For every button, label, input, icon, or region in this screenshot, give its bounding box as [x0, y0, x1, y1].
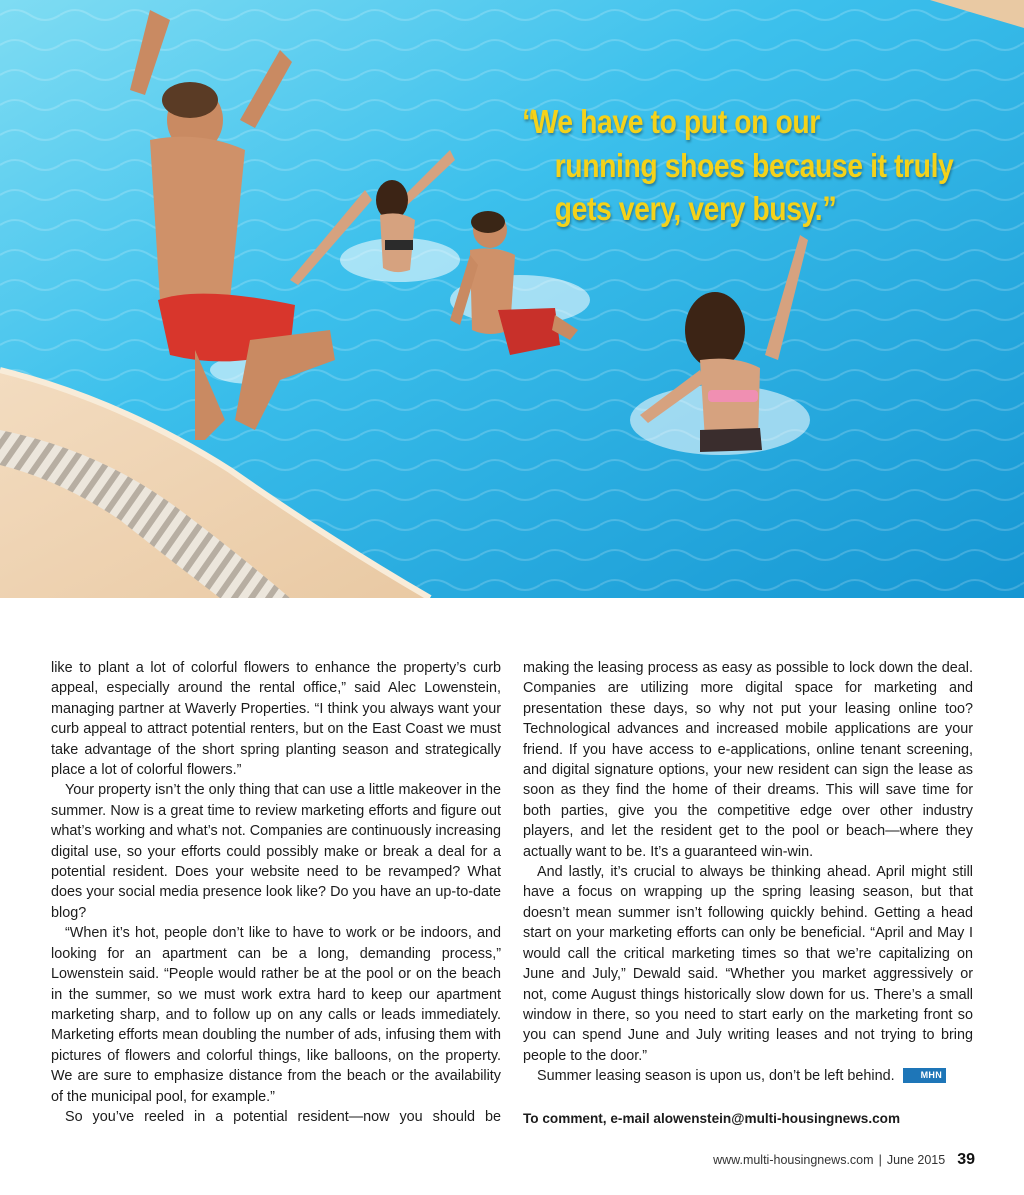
- closing-line: Summer leasing season is upon us, don’t be left behind.: [537, 1068, 895, 1085]
- paragraph: like to plant a lot of colorful flowers to enhance the property’s curb appeal, especially around the rental office,” said Alec Lowenstein, managing partner at Waverly Properties. “I think you always want your curb appeal to attract potential renters, but on the East Coast we must take advantage of the short spring planting season and strategically place a lot of colorful flowers.”: [51, 660, 501, 779]
- paragraph: Your property isn’t the only thing that can use a little makeover in the summer. Now is a great time to review marketing efforts and figure out what’s working and what’s not. Companies are continuously increasing digital use, so your efforts could possibly make or break a deal for a potential resident. Does your website need to be revamped? What does your social media presence look like? Do you have an up-to-date blog?: [51, 782, 501, 921]
- pull-quote: [522, 100, 954, 231]
- close-quote-mark: ”: [822, 190, 832, 228]
- paragraph: So you’ve reeled in a potential resident—now you should be: [65, 1108, 501, 1125]
- pull-quote-line-3: gets very, very busy.: [554, 190, 823, 227]
- mhn-end-badge: MHN: [903, 1068, 946, 1083]
- page-number: 39: [957, 1151, 975, 1168]
- footer-website: www.multi-housingnews.com: [713, 1153, 874, 1167]
- paragraph: And lastly, it’s crucial to always be thinking ahead. April might still have a focus on wrapping up the spring leasing season, but that doesn’t mean summer isn’t following quickly behind. Getting a head start on your marketing efforts can only be beneficial. “April and May I would call the critical marketing times so that we’re capitalizing on June and July,” Dewald said. “Whether you market aggressively or not, come August things historically slow down for us. There’s a small window in there, so you need to start early on the marketing front so you can spend June and July writing leases and not trying to bring people to the door.”: [523, 864, 973, 1064]
- paragraph: making the leasing process as easy as possible to lock down the deal. Companies are utilizing more digital space for marketing and presentation these days, so why not put your leasing online too? Technological advances and increased mobile applications are your friend. If you have access to e-applications, online tenant screening, and digital signature options, your new resident can sign the lease as soon as they find the home of their dreams. This will save time for both parties, give you the competitive edge over other industry players, and let the resident get to the pool or beach—where they actually want to be. It’s a guaranteed win-win.: [523, 660, 973, 860]
- pull-quote-line-1: We have to put on our: [531, 103, 820, 140]
- article-column-right: [523, 658, 973, 1087]
- page-footer: [560, 1151, 975, 1169]
- footer-issue-date: June 2015: [886, 1153, 946, 1167]
- comment-email-line: To comment, e-mail alowenstein@multi-housingnews.com: [523, 1111, 901, 1126]
- open-quote-mark: “: [522, 103, 532, 141]
- article-column-left: [51, 658, 501, 1127]
- footer-separator: |: [878, 1153, 882, 1167]
- paragraph: “When it’s hot, people don’t like to have to work or be indoors, and looking for an apartment can be a long, demanding process,” Lowenstein said. “People would rather be at the pool or on the beach in the summer, so we must work extra hard to keep our apartment marketing sharp, and to follow up on any calls or leads immediately. Marketing efforts mean doubling the number of ads, infusing them with pictures of flowers and colorful things, like balloons, on the property. We are sure to emphasize distance from the beach or the availability of the municipal pool, for example.”: [51, 925, 501, 1105]
- pull-quote-line-2: running shoes because it truly: [554, 147, 954, 184]
- closing-paragraph: [523, 1066, 973, 1086]
